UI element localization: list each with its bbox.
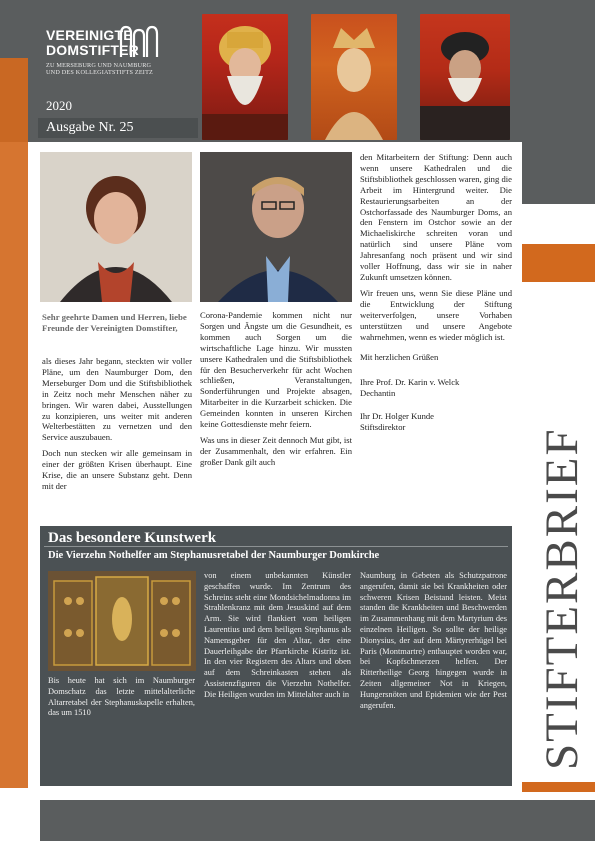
letter-column-1 [42,356,192,497]
portrait-photo-dechantin [40,152,192,302]
artwork-column-3: Naumburg in Gebeten als Schutzpatrone angerufen, damit sie bei Krankheiten oder schweren Krisen Beistand leisten. Meist standen die Krankheiten und Beschwerden im Zusammenhang mit dem Martyrium des einzelnen Heiligen. So sollte der heilige Dionysius, der auf dem Märtyrerhügel bei Paris (Montmartre) enthauptet worden war, bei Kopfschmerzen helfen. Der Ritterheilige Georg hingegen wurde in Zeiten allgemeiner Not in Kriegen, Hungersnöten und Epidemien wie der Pest angerufen. [360,571,507,710]
letter-paragraph: Wir freuen uns, wenn Sie diese Pläne und die Entwicklung der Stiftung weiterverfolgen, unsere Vorhaben unterstützen und unsere Angebote wahrnehmen, wenn es wieder möglich ist. [360,287,512,342]
signature-2 [360,411,512,433]
artwork-column-2: von einem unbekannten Künstler geschaffen wurde. Im Zentrum des Schreins steht eine Mondsichelmadonna im Strahlenkranz mit dem Jesuskind auf dem Arm. Sie wird flankiert vom heiligen Laurentius und dem heiligen Stephanus als Namensgeber für den Altar, der eine Dauerleihgabe der Pfarrkirche Kistritz ist. In den vier Registern des Altars und oben auf dem Schreinkasten stehen als Assistenzfiguren die Vierzehn Nothelfer. Die Heiligen wurden im Mittelalter auch in [204,571,351,699]
portrait-photo-stiftsdirektor [200,152,352,302]
artwork-title: Das besondere Kunstwerk [48,530,217,546]
issue-year: 2020 [46,98,72,113]
sculpted-bust-photo [311,14,397,140]
footer-band [40,800,595,841]
letter-paragraph: Was uns in dieser Zeit dennoch Mut gibt, ist der Zusammenhalt, den wir erfahren. Ein großer Dank gilt auch [200,434,352,467]
letter-column-3 [360,152,512,433]
cathedral-logo-icon [118,24,160,58]
right-grey-block [522,142,595,204]
logo-subline [46,62,153,76]
logo-sub-1: ZU MERSEBURG UND NAUMBURG [46,62,152,69]
logo-sub-2: UND DES KOLLEGIATSTIFTS ZEITZ [46,69,154,77]
signature-1-role: Dechantin [360,388,396,399]
letter-paragraph: Doch nun stecken wir alle gemeinsam in einer der größten Krisen überhaupt. Eine Krise, die an unsere Substanz geht. Denn mit der [42,448,192,491]
altar-retable-photo [48,571,196,671]
issue-number: Ausgabe Nr. 25 [46,120,134,135]
masthead-title: STIFTERBRIEF [536,427,588,770]
artwork-column-1: Bis heute hat sich im Naumburger Domschatz das letzte mittelalterliche Altarretabel der Stephanuskapelle erhalten, das um 1510 [48,676,195,718]
letter-paragraph: als dieses Jahr begann, steckten wir voller Pläne, um den Naumburger Dom, den Merseburger Dom und die Stiftsbibliothek in Zeitz noch mehr Menschen näher zu bringen. Wir waren dabei, Ausstellungen zu konzipieren, uns weiter mit anderen Welterbestätten zu vernetzen und den Service auszubauen. [42,356,192,443]
letter-greeting: Sehr geehrte Damen und Herren, liebe Freunde der Vereinigten Domstifter, [42,312,187,334]
letter-column-2 [200,310,352,473]
letter-paragraph: Corona-Pandemie kommen nicht nur Sorgen und Ängste um die Gesundheit, es kommen auch Sorgen um die wirtschaftliche Lage hinzu. Wir mussten unsere Kathedralen und die Stiftsbibliothek für den Besucherverkehr für acht Wochen schließen, Veranstaltungen, Sonderführungen und Projekte absagen, Mitarbeiter in die Kurzarbeit schicken. Die Gemeinden konnten in unseren Kirchen keine Gottesdienste mehr feiern. [200,310,352,430]
artwork-divider [44,546,508,547]
letter-paragraph: den Mitarbeitern der Stiftung: Denn auch wenn unsere Kathedralen und die Stiftsbibliothek geschlossen waren, ging die Arbeit im Hintergrund weiter. Die Restaurierungsarbeiten an der Ostchorfassade des Naumburger Doms, an den Fenstern im Ostchor sowie an der Michaeliskirche schreiten voran und natürlich sind unsere Pläne vom Jahresanfang noch präsent und wir sind voller Hoffnung, dass wir sie in naher Zukunft umsetzen können. [360,152,512,282]
left-accent-strip [0,58,28,788]
bishop-portrait-painting [420,14,510,140]
artwork-subtitle: Die Vierzehn Nothelfer am Stephanusretabel der Naumburger Domkirche [48,550,380,561]
signature-1 [360,377,512,399]
signature-1-name: Ihre Prof. Dr. Karin v. Welck [360,377,460,388]
signature-2-name: Ihr Dr. Holger Kunde [360,411,434,422]
letter-closing: Mit herzlichen Grüßen [360,352,439,363]
logo-line-1: VEREINIGTE [46,27,133,43]
signature-2-role: Stiftsdirektor [360,422,406,433]
crowned-ruler-painting [202,14,288,140]
logo-line-2: DOMSTIFTER [46,42,139,58]
